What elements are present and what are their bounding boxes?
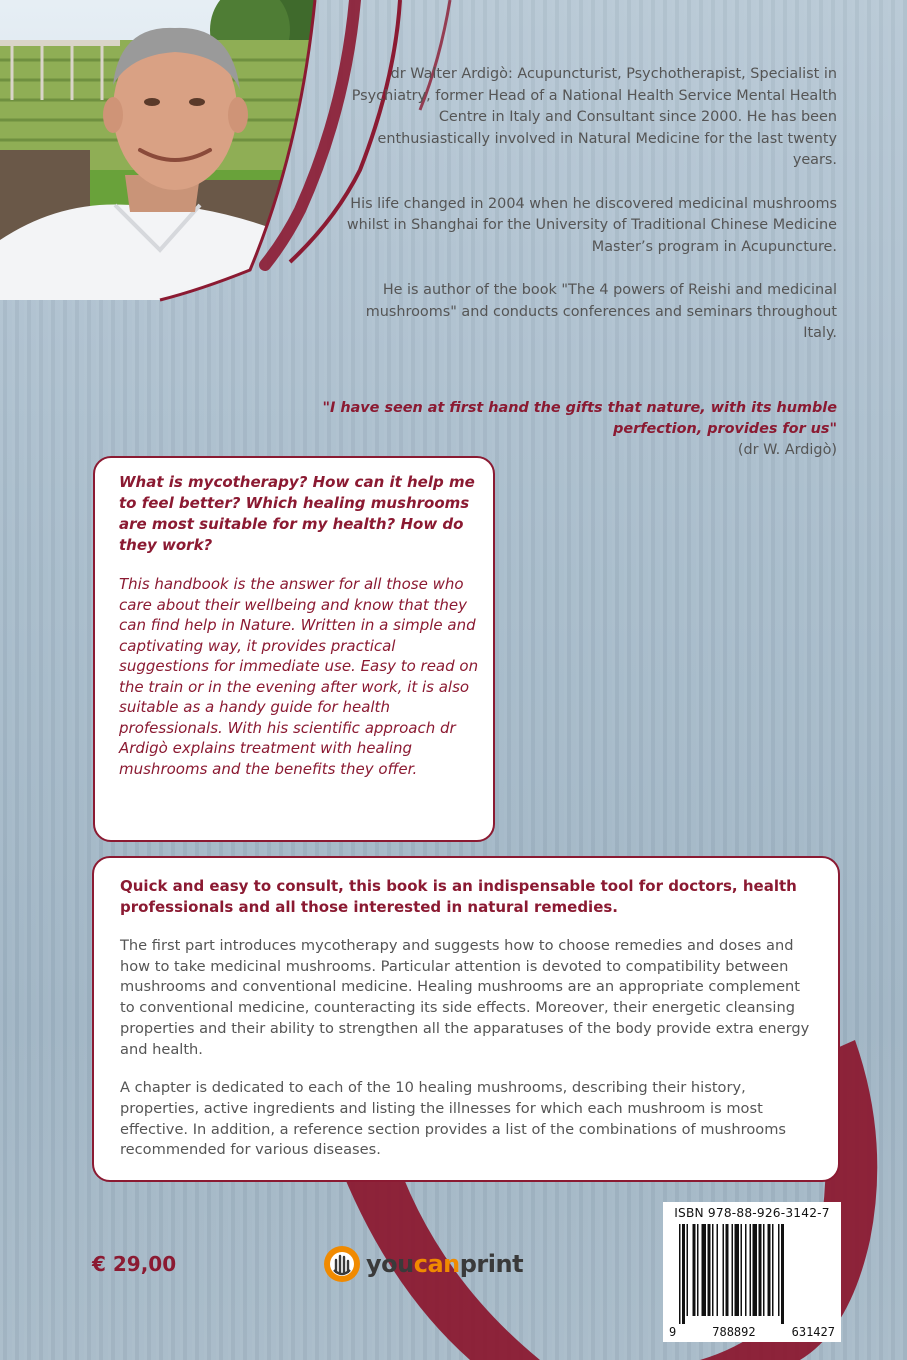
barcode-bar — [768, 1224, 771, 1316]
barcode-bar — [753, 1224, 758, 1316]
barcode-bar — [687, 1224, 689, 1316]
barcode-bar — [741, 1224, 743, 1316]
barcode-bar — [745, 1224, 747, 1316]
publisher-wordmark — [366, 1250, 523, 1278]
isbn-label: ISBN 978-88-926-3142-7 — [674, 1206, 830, 1220]
barcode-digits — [669, 1325, 835, 1339]
wordmark-print: print — [459, 1250, 524, 1278]
summary-heading: Quick and easy to consult, this book is an indispensable tool for doctors, health professionals and all those interested in natural remedies. — [120, 877, 797, 916]
barcode-bar — [732, 1224, 734, 1316]
barcode-bar — [702, 1224, 707, 1316]
summary-paragraph-1: The first part introduces mycotherapy and suggests how to choose remedies and doses and how to take medicinal mushrooms. Particular attention is devoted to compatibility between mushrooms and conventional medicine. Healing mushrooms are an appropriate complement to conventional medicine, counteracting its side effects. Moreover, their energetic cleansing properties and their ability to strengthen all the apparatuses of the body provide extra energy and health. — [120, 937, 810, 1058]
quote-author: (dr W. Ardigò) — [737, 442, 837, 458]
barcode-bar — [679, 1224, 681, 1324]
wordmark-can: can — [413, 1250, 460, 1278]
barcode-bar — [697, 1224, 699, 1316]
barcode-bar — [778, 1224, 780, 1316]
barcode-bar — [723, 1224, 725, 1316]
author-bio-paragraph-3: He is author of the book "The 4 powers of Reishi and medicinal mushrooms" and conducts conferences and seminars throughout Italy. — [365, 282, 837, 341]
barcode-bar — [712, 1224, 714, 1316]
isbn-barcode — [663, 1202, 841, 1342]
barcode-bar — [772, 1224, 774, 1316]
barcode-bar — [682, 1224, 685, 1324]
questions-heading: What is mycotherapy? How can it help me to feel better? Which healing mushrooms are most suitable for my health? How do they work? — [119, 473, 475, 554]
barcode-bar — [781, 1224, 784, 1324]
barcode-bars — [669, 1224, 835, 1324]
author-bio-paragraph-1: dr Walter Ardigò: Acupuncturist, Psychotherapist, Specialist in Psychiatry, former Head of a National Health Service Mental Health Centre in Italy and Consultant since 2000. He has been enthusiastically involved in Natural Medicine for the last twenty years. — [351, 66, 837, 168]
author-quote — [317, 398, 837, 461]
barcode-digits-left: 788892 — [712, 1325, 756, 1339]
handbook-description: This handbook is the answer for all those who care about their wellbeing and know that they can find help in Nature. Written in a simple and captivating way, it provides practical suggestions for immediate use. Easy to read on the train or in the evening after work, it is also suitable as a handy guide for health professionals. With his scientific approach dr Ardigò explains treatment with healing mushrooms and the benefits they offer. — [119, 575, 479, 778]
quote-text: "I have seen at first hand the gifts that nature, with its humble perfection, provides for us" — [322, 400, 837, 437]
barcode-bar — [726, 1224, 729, 1316]
barcode-digits-right: 631427 — [791, 1325, 835, 1339]
barcode-bar — [763, 1224, 765, 1316]
price-label: € 29,00 — [92, 1252, 177, 1276]
barcode-bar — [717, 1224, 719, 1316]
hand-logo-icon — [322, 1244, 362, 1284]
barcode-bar — [735, 1224, 740, 1316]
wordmark-you: you — [366, 1250, 414, 1278]
book-summary-box — [92, 856, 840, 1182]
barcode-bar — [693, 1224, 696, 1316]
barcode-bar — [759, 1224, 762, 1316]
author-bio-paragraph-2: His life changed in 2004 when he discovered medicinal mushrooms whilst in Shanghai for the University of Traditional Chinese Medicine Master’s program in Acupuncture. — [346, 195, 837, 255]
summary-paragraph-2: A chapter is dedicated to each of the 10 healing mushrooms, describing their history, properties, active ingredients and listing the illnesses for which each mushroom is most effective. In addition, a reference section provides a list of the combinations of mushrooms recommended for various diseases. — [120, 1079, 787, 1159]
questions-box — [93, 456, 495, 842]
author-bio — [337, 64, 837, 367]
barcode-bar — [750, 1224, 752, 1316]
barcode-digit-prefix: 9 — [669, 1325, 677, 1339]
publisher-logo — [322, 1244, 523, 1284]
barcode-bar — [708, 1224, 711, 1316]
author-photo — [0, 0, 355, 310]
